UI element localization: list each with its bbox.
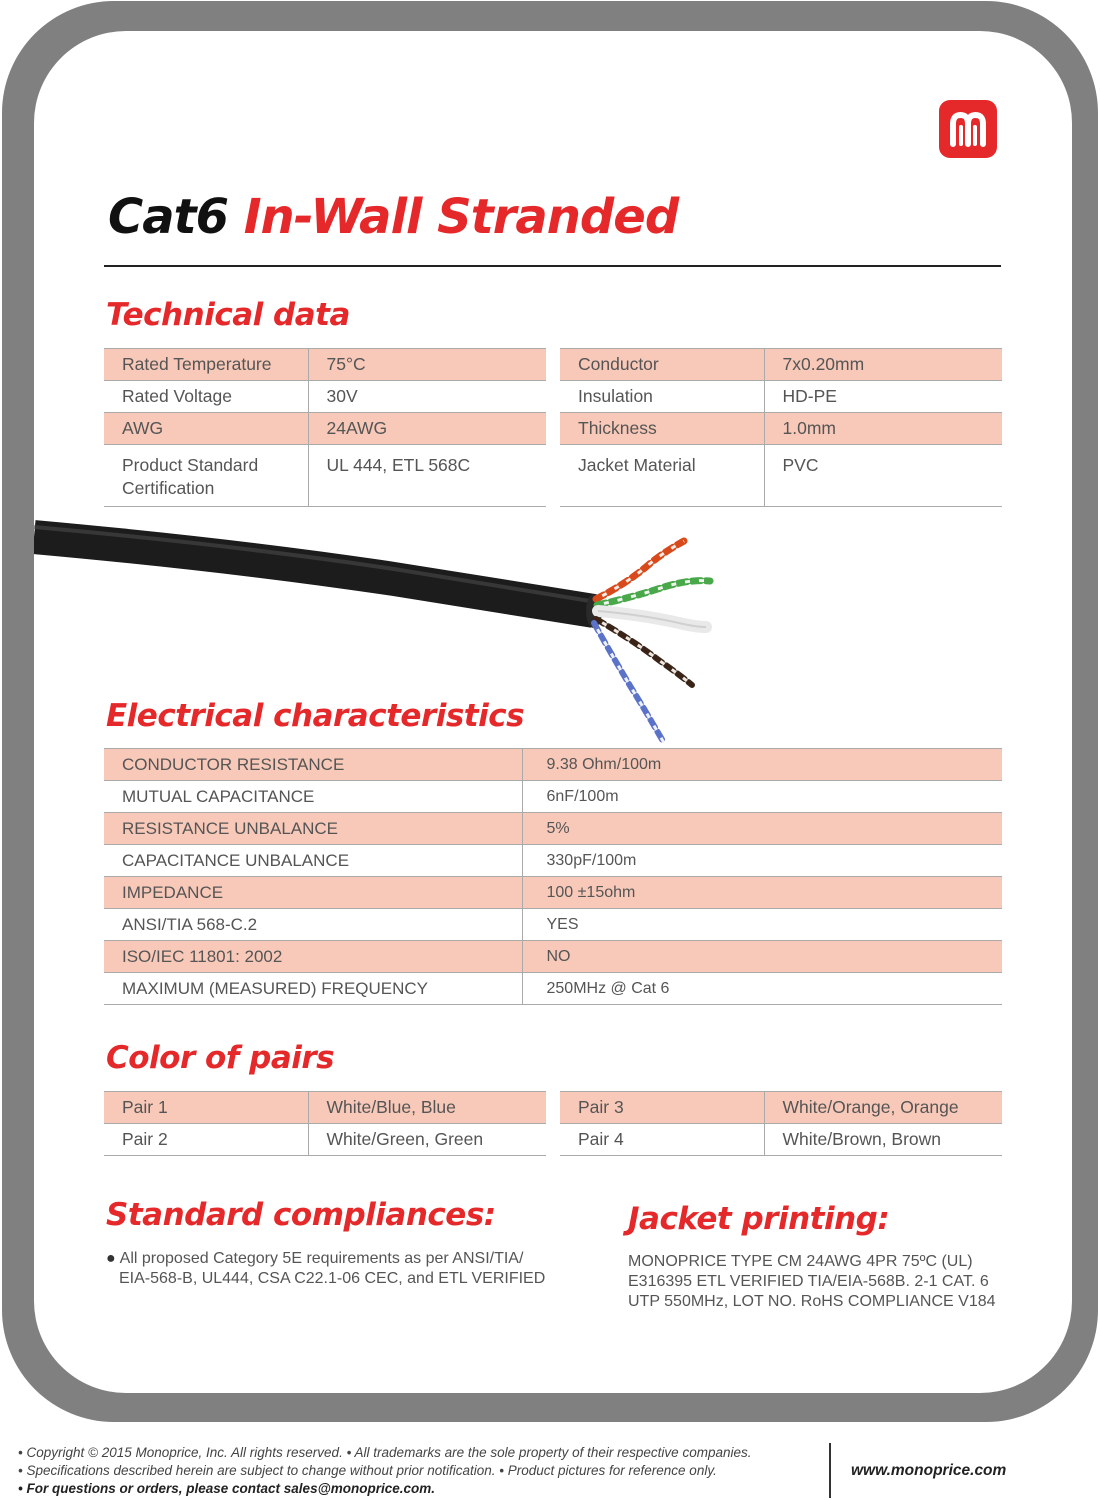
spec-value: NO: [522, 941, 1002, 973]
spec-label: Conductor: [560, 349, 764, 381]
compliance-text: [106, 1249, 545, 1289]
page-frame: [2, 1, 1098, 1422]
footer-line: • Specifications described herein are subject to change without prior notification. • Product pictures for reference only.: [18, 1463, 717, 1478]
spec-value: 75°C: [308, 349, 546, 381]
spec-value: 330pF/100m: [522, 845, 1002, 877]
table-row: [104, 749, 1002, 781]
spec-value: PVC: [764, 445, 1002, 507]
spec-label-line: Product Standard: [122, 455, 259, 475]
section-standard-compliances: Standard compliances:: [106, 1197, 496, 1233]
section-color-of-pairs: Color of pairs: [106, 1040, 335, 1076]
spec-value: 7x0.20mm: [764, 349, 1002, 381]
spec-label: MUTUAL CAPACITANCE: [104, 781, 522, 813]
spec-value: 24AWG: [308, 413, 546, 445]
section-jacket-printing: Jacket printing:: [628, 1201, 890, 1237]
spec-label: Rated Temperature: [104, 349, 308, 381]
technical-table-left: [104, 348, 546, 507]
pair-label: Pair 2: [104, 1124, 308, 1156]
pair-colors: White/Blue, Blue: [308, 1092, 546, 1124]
spec-value: 250MHz @ Cat 6: [522, 973, 1002, 1005]
spec-label: MAXIMUM (MEASURED) FREQUENCY: [104, 973, 522, 1005]
spec-label: AWG: [104, 413, 308, 445]
footer-line: • Copyright © 2015 Monoprice, Inc. All rights reserved. • All trademarks are the sole property of their respective companies.: [18, 1445, 752, 1460]
spec-value: 1.0mm: [764, 413, 1002, 445]
table-row: [104, 909, 1002, 941]
table-row: [560, 1124, 1002, 1156]
page-title: [108, 189, 678, 247]
footer-divider: [829, 1443, 831, 1498]
table-row: [560, 349, 1002, 381]
spec-label: Thickness: [560, 413, 764, 445]
title-divider: [104, 265, 1001, 267]
compliance-line: EIA-568-B, UL444, CSA C22.1-06 CEC, and ETL VERIFIED: [119, 1270, 546, 1287]
pairs-table-right: [560, 1091, 1002, 1156]
spec-value: 9.38 Ohm/100m: [522, 749, 1002, 781]
table-row: [104, 781, 1002, 813]
compliance-line: All proposed Category 5E requirements as per ANSI/TIA/: [119, 1250, 524, 1267]
spec-label: Jacket Material: [560, 445, 764, 507]
spec-label: IMPEDANCE: [104, 877, 522, 909]
table-row: [104, 381, 546, 413]
table-row: [104, 813, 1002, 845]
spec-label: CONDUCTOR RESISTANCE: [104, 749, 522, 781]
spec-value: 100 ±15ohm: [522, 877, 1002, 909]
table-row: [560, 413, 1002, 445]
spec-value: HD-PE: [764, 381, 1002, 413]
table-row: [560, 445, 1002, 507]
jacket-line: E316395 ETL VERIFIED TIA/EIA-568B. 2-1 CAT. 6: [628, 1273, 989, 1290]
table-row: [104, 445, 546, 507]
title-variant: In-Wall Stranded: [243, 189, 679, 245]
pair-label: Pair 3: [560, 1092, 764, 1124]
spec-label: CAPACITANCE UNBALANCE: [104, 845, 522, 877]
spec-value: 6nF/100m: [522, 781, 1002, 813]
section-electrical: Electrical characteristics: [106, 698, 525, 734]
spec-card: [34, 31, 1072, 1393]
pair-label: Pair 1: [104, 1092, 308, 1124]
footer-notes: [18, 1444, 751, 1498]
spec-label: Insulation: [560, 381, 764, 413]
spec-value: 5%: [522, 813, 1002, 845]
spec-label: [104, 445, 308, 507]
spec-label: ISO/IEC 11801: 2002: [104, 941, 522, 973]
pair-label: Pair 4: [560, 1124, 764, 1156]
table-row: [104, 1092, 546, 1124]
spec-value: YES: [522, 909, 1002, 941]
title-product: Cat6: [108, 189, 228, 245]
pairs-table-left: [104, 1091, 546, 1156]
table-row: [104, 877, 1002, 909]
table-row: [104, 413, 546, 445]
electrical-table: [104, 748, 1002, 1005]
spec-label: ANSI/TIA 568-C.2: [104, 909, 522, 941]
spec-label: RESISTANCE UNBALANCE: [104, 813, 522, 845]
pair-colors: White/Orange, Orange: [764, 1092, 1002, 1124]
spec-label-line: Certification: [122, 477, 215, 498]
table-row: [560, 381, 1002, 413]
table-row: [104, 349, 546, 381]
spec-value: UL 444, ETL 568C: [308, 445, 546, 507]
table-row: [104, 941, 1002, 973]
technical-table-right: [560, 348, 1002, 507]
pair-colors: White/Brown, Brown: [764, 1124, 1002, 1156]
table-row: [560, 1092, 1002, 1124]
section-technical-data: Technical data: [106, 297, 350, 333]
pair-colors: White/Green, Green: [308, 1124, 546, 1156]
spec-value: 30V: [308, 381, 546, 413]
table-row: [104, 973, 1002, 1005]
spec-label: Rated Voltage: [104, 381, 308, 413]
jacket-text: [628, 1252, 996, 1312]
bullet-icon: ●: [106, 1250, 116, 1267]
footer-contact: • For questions or orders, please contact sales@monoprice.com.: [18, 1481, 436, 1496]
monoprice-logo-icon: [939, 100, 997, 158]
table-row: [104, 1124, 546, 1156]
table-row: [104, 845, 1002, 877]
jacket-line: UTP 550MHz, LOT NO. RoHS COMPLIANCE V184: [628, 1293, 996, 1310]
jacket-line: MONOPRICE TYPE CM 24AWG 4PR 75ºC (UL): [628, 1253, 973, 1270]
website-link[interactable]: www.monoprice.com: [851, 1462, 1007, 1479]
